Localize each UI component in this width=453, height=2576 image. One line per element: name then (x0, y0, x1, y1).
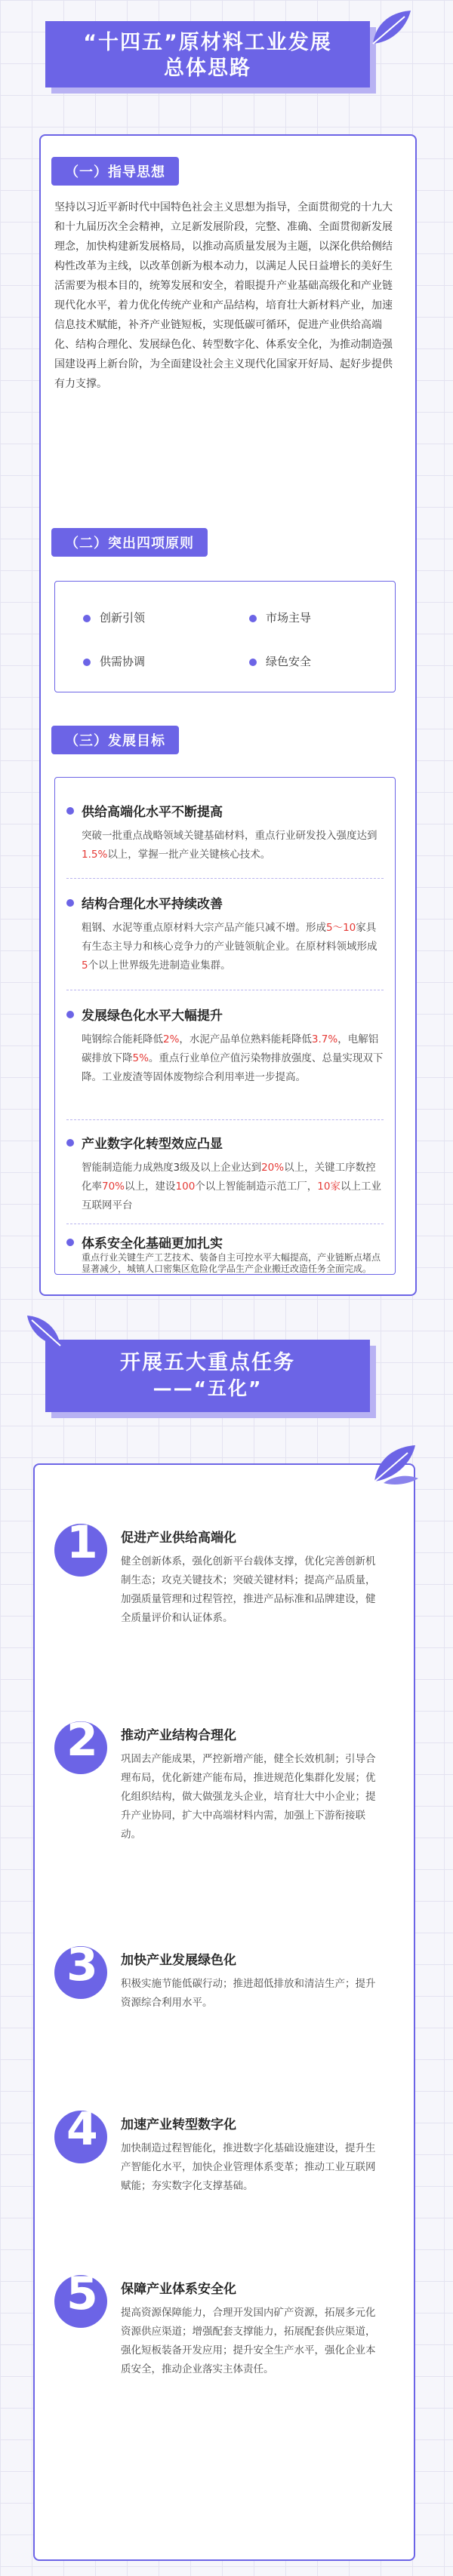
task-number: 5 (66, 2267, 98, 2320)
goal-title: 产业数字化转型效应凸显 (82, 1137, 223, 1152)
task-title: 保障产业体系安全化 (121, 2282, 236, 2297)
task-text: 积极实施节能低碳行动；推进超低排放和清洁生产；提升资源综合利用水平。 (121, 1978, 376, 2009)
task-title: 促进产业供给高端化 (121, 1531, 236, 1546)
goal-title: 体系安全化基础更加扎实 (82, 1236, 223, 1251)
task-number: 4 (66, 2103, 98, 2156)
guiding-thought-text: 坚持以习近平新时代中国特色社会主义思想为指导，全面贯彻党的十九大和十九届历次全会精神，立足新发展阶段，完整、准确、全面贯彻新发展理念，加快构建新发展格局，以推动高质量发展为主题，以深化供给侧结构性改革为主线，以改革创新为根本动力，以满足人民日益增长的美好生活需要为根本目的，统筹发展和安全，着眼提升产业基础高级化和产业链现代化水平，着力优化传统产业和产品结构，培育壮大新材料产业，加速信息技术赋能，补齐产业链短板，实现低碳可循环，促进产业供给高端化、结构合理化、发展绿色化、转型数字化、体系安全化，为推动制造强国建设再上新台阶，为全面建设社会主义现代化国家开好局、起好步提供有力支撑。 (54, 201, 393, 390)
divider (66, 878, 384, 879)
bullet-dot-icon (249, 659, 257, 666)
task-text: 加快制造过程智能化，推进数字化基础设施建设，提升生产智能化水平，加快企业管理体系变革；推动工业互联网赋能；夯实数字化支撑基础。 (121, 2142, 376, 2192)
bullet-dot-icon (66, 899, 74, 907)
header-2-line-1: 开展五大重点任务 (120, 1351, 295, 1374)
goal-title: 发展绿色化水平大幅提升 (82, 1009, 223, 1024)
task-text: 提高资源保障能力，合理开发国内矿产资源，拓展多元化资源供应渠道；增强配套支撑能力，拓展配套供应渠道，强化短板装备开发应用；提升安全生产水平，强化企业本质安全，推动企业落实主体责任。 (121, 2307, 376, 2375)
bullet-dot-icon (66, 1011, 74, 1018)
principles-tag: （二）突出四项原则 (51, 528, 208, 557)
task-text: 健全创新体系，强化创新平台载体支撑，优化完善创新机制生态；攻克关键技术；突破关键材料；提高产品质量，加强质量管理和过程管控，推进产品标准和品牌建设，健全质量评价和认证体系。 (121, 1555, 376, 1624)
header-1-line-2: 总体思路 (164, 57, 251, 80)
principle-item: 绿色安全 (249, 653, 311, 669)
bullet-dot-icon (83, 615, 91, 622)
goal-title: 结构合理化水平持续改善 (82, 897, 223, 912)
task-title: 加速产业转型数字化 (121, 2117, 236, 2132)
goal-text: 重点行业关键生产工艺技术、装备自主可控水平大幅提高，产业链断点堵点显著减少，城镇人口密集区危险化学品生产企业搬迁改造任务全面完成。 (82, 1252, 381, 1274)
leaf-decoration-icon (368, 1441, 421, 1486)
header-banner-2 (45, 1340, 370, 1412)
header-2-line-2: ——“五化” (153, 1377, 263, 1399)
goal-text: 突破一批重点战略领域关键基础材料，重点行业研发投入强度达到1.5%以上，掌握一批产业关键核心技术。 (82, 830, 378, 861)
bullet-dot-icon (66, 1239, 74, 1246)
task-title: 推动产业结构合理化 (121, 1728, 236, 1743)
bullet-dot-icon (66, 807, 74, 815)
leaf-decoration-icon (368, 8, 417, 48)
header-1-line-1: “十四五”原材料工业发展 (83, 31, 332, 54)
divider (66, 1119, 384, 1120)
bullet-dot-icon (249, 615, 257, 622)
principle-item: 创新引领 (83, 609, 145, 625)
goal-text: 吨钢综合能耗降低2%，水泥产品单位熟料能耗降低3.7%，电解铝碳排放下降5%。重点行业单位产值污染物排放强度、总量实现双下降。工业废渣等固体废物综合利用率进一步提高。 (82, 1033, 384, 1083)
task-text: 巩固去产能成果，严控新增产能，健全长效机制；引导合理布局，优化新建产能布局，推进规范化集群化发展；优化组织结构，做大做强龙头企业，培育壮大中小企业；提升产业协同，扩大中高端材料内需，加强上下游衔接联动。 (121, 1753, 376, 1841)
leaf-decoration-icon (23, 1313, 65, 1350)
task-number: 1 (66, 1516, 98, 1569)
goal-text: 粗钢、水泥等重点原材料大宗产品产能只减不增。形成5～10家具有生态主导力和核心竞争力的产业链领航企业。在原材料领域形成5个以上世界级先进制造业集群。 (82, 922, 378, 972)
task-title: 加快产业发展绿色化 (121, 1953, 236, 1968)
guiding-thought-tag: （一）指导思想 (51, 157, 179, 186)
goals-tag: （三）发展目标 (51, 726, 179, 754)
principle-item: 市场主导 (249, 609, 311, 625)
bullet-dot-icon (66, 1139, 74, 1147)
principles-box (54, 581, 396, 692)
goal-text: 智能制造能力成熟度3级及以上企业达到20%以上，关键工序数控化率70%以上，建设100个以上智能制造示范工厂，10家以上工业互联网平台 (82, 1162, 381, 1211)
goal-title: 供给高端化水平不断提高 (82, 805, 223, 820)
task-number: 2 (66, 1714, 98, 1767)
task-number: 3 (66, 1939, 98, 1991)
principle-item: 供需协调 (83, 653, 145, 669)
bullet-dot-icon (83, 659, 91, 666)
header-banner-1 (45, 21, 370, 88)
